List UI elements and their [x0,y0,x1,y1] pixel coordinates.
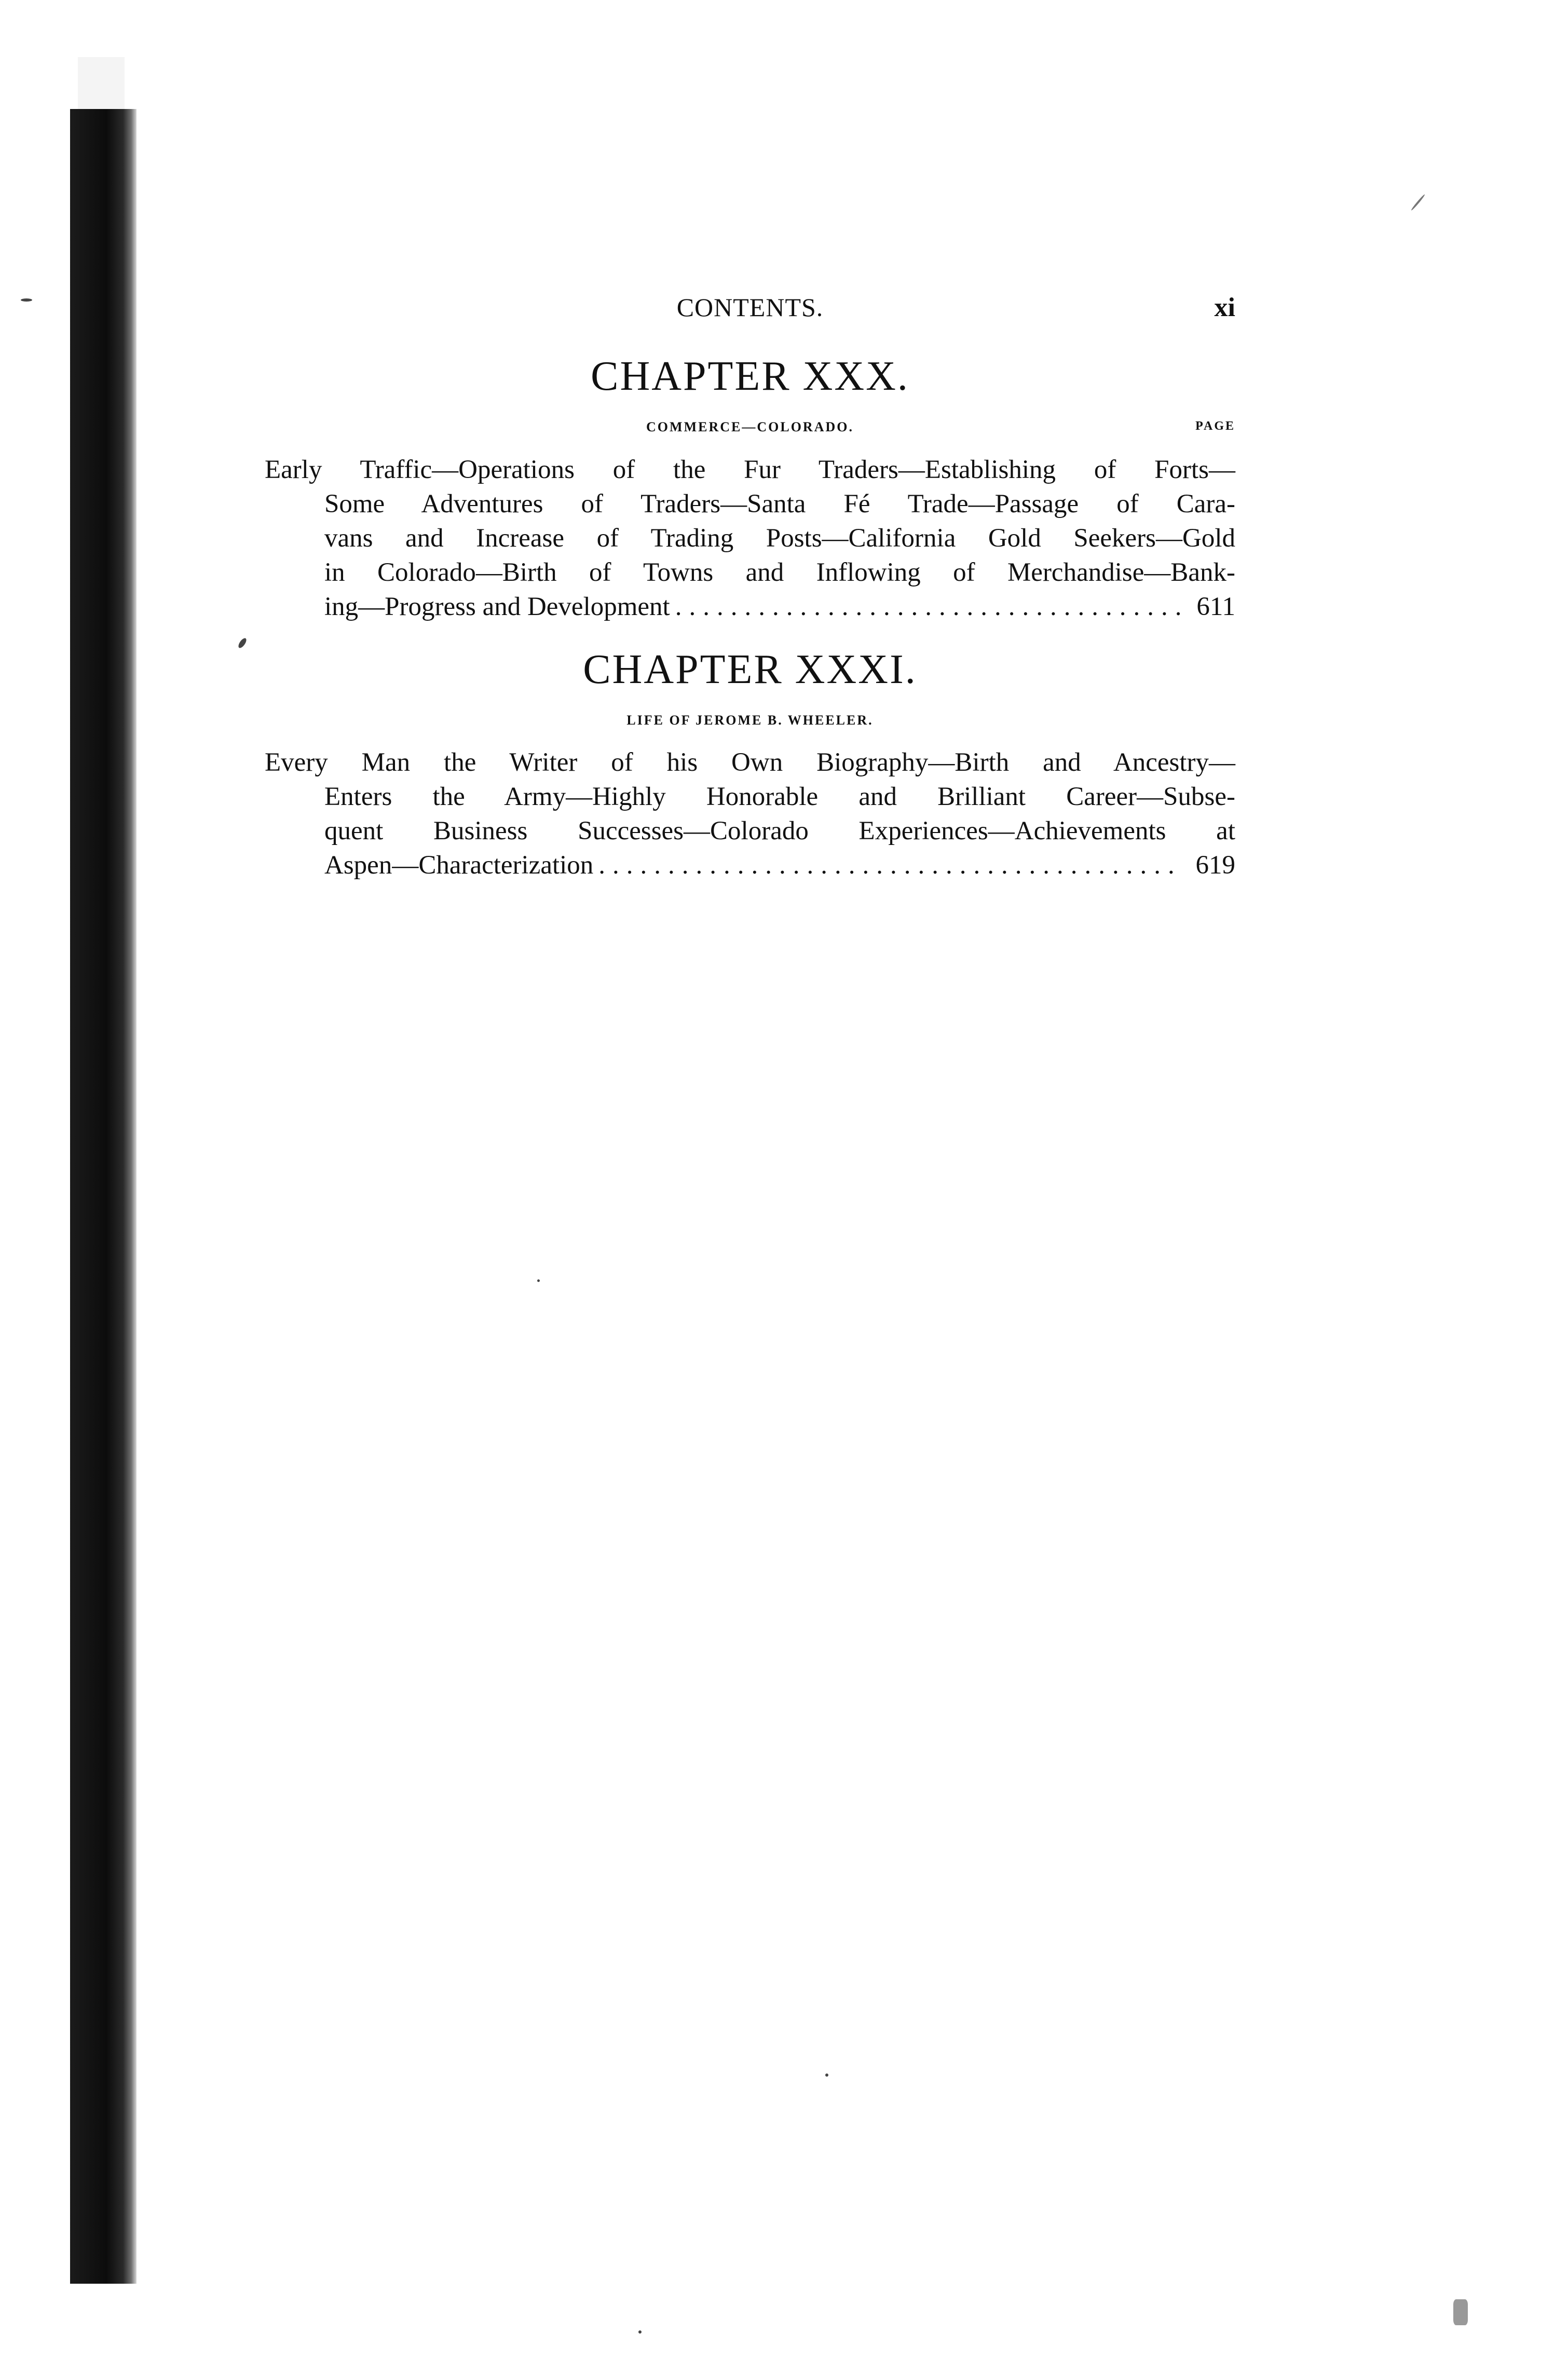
scan-speck [825,2073,828,2077]
toc-entry [265,453,1235,624]
toc-entry-line: Early Traffic—Operations of the Fur Traders—Establishing of Forts— [265,455,1235,484]
toc-entry-line: Enters the Army—Highly Honorable and Brilliant Career—Subse- [324,782,1235,811]
toc-entry-last-line [265,590,1235,624]
page-folio: xi [1214,293,1235,322]
dot-leader [598,848,1180,882]
toc-entry [265,745,1235,882]
toc-entry-line: Aspen—Characterization [324,851,594,880]
running-title: CONTENTS. [676,293,824,322]
scan-speck [1453,2299,1468,2325]
toc-entry-line: in Colorado—Birth of Towns and Inflowing of Merchandise—Bank- [324,558,1235,587]
chapter-subtitle: COMMERCE—COLORADO. [646,419,854,434]
page-column-label: PAGE [1195,419,1235,433]
scan-speck [638,2330,642,2334]
chapter-subtitle-row [265,713,1235,730]
chapter-subtitle-row [265,419,1235,437]
page-number: 619 [1195,851,1235,880]
toc-entry-line: ing—Progress and Development [324,592,670,621]
scan-speck [537,1279,540,1282]
toc-entry-line: Every Man the Writer of his Own Biography—Birth and Ancestry— [265,748,1235,777]
scan-speck [237,637,248,649]
toc-entry-line: Some Adventures of Traders—Santa Fé Trade—Passage of Cara- [324,489,1235,519]
chapter-subtitle: LIFE OF JEROME B. WHEELER. [626,713,874,728]
dot-leader [675,590,1181,624]
page-number: 611 [1196,592,1235,621]
toc-entry-last-line [265,848,1235,882]
binding-edge-top [78,57,125,109]
running-head [265,292,1235,329]
toc-entry-line: vans and Increase of Trading Posts—California Gold Seekers—Gold [324,524,1235,553]
scan-speck [1411,194,1426,211]
chapter-heading: CHAPTER XXXI. [583,647,917,692]
chapter-heading: CHAPTER XXX. [591,353,909,399]
scan-speck [21,298,32,302]
binding-edge [70,109,137,2284]
toc-entry-line: quent Business Successes—Colorado Experiences—Achievements at [324,816,1235,845]
